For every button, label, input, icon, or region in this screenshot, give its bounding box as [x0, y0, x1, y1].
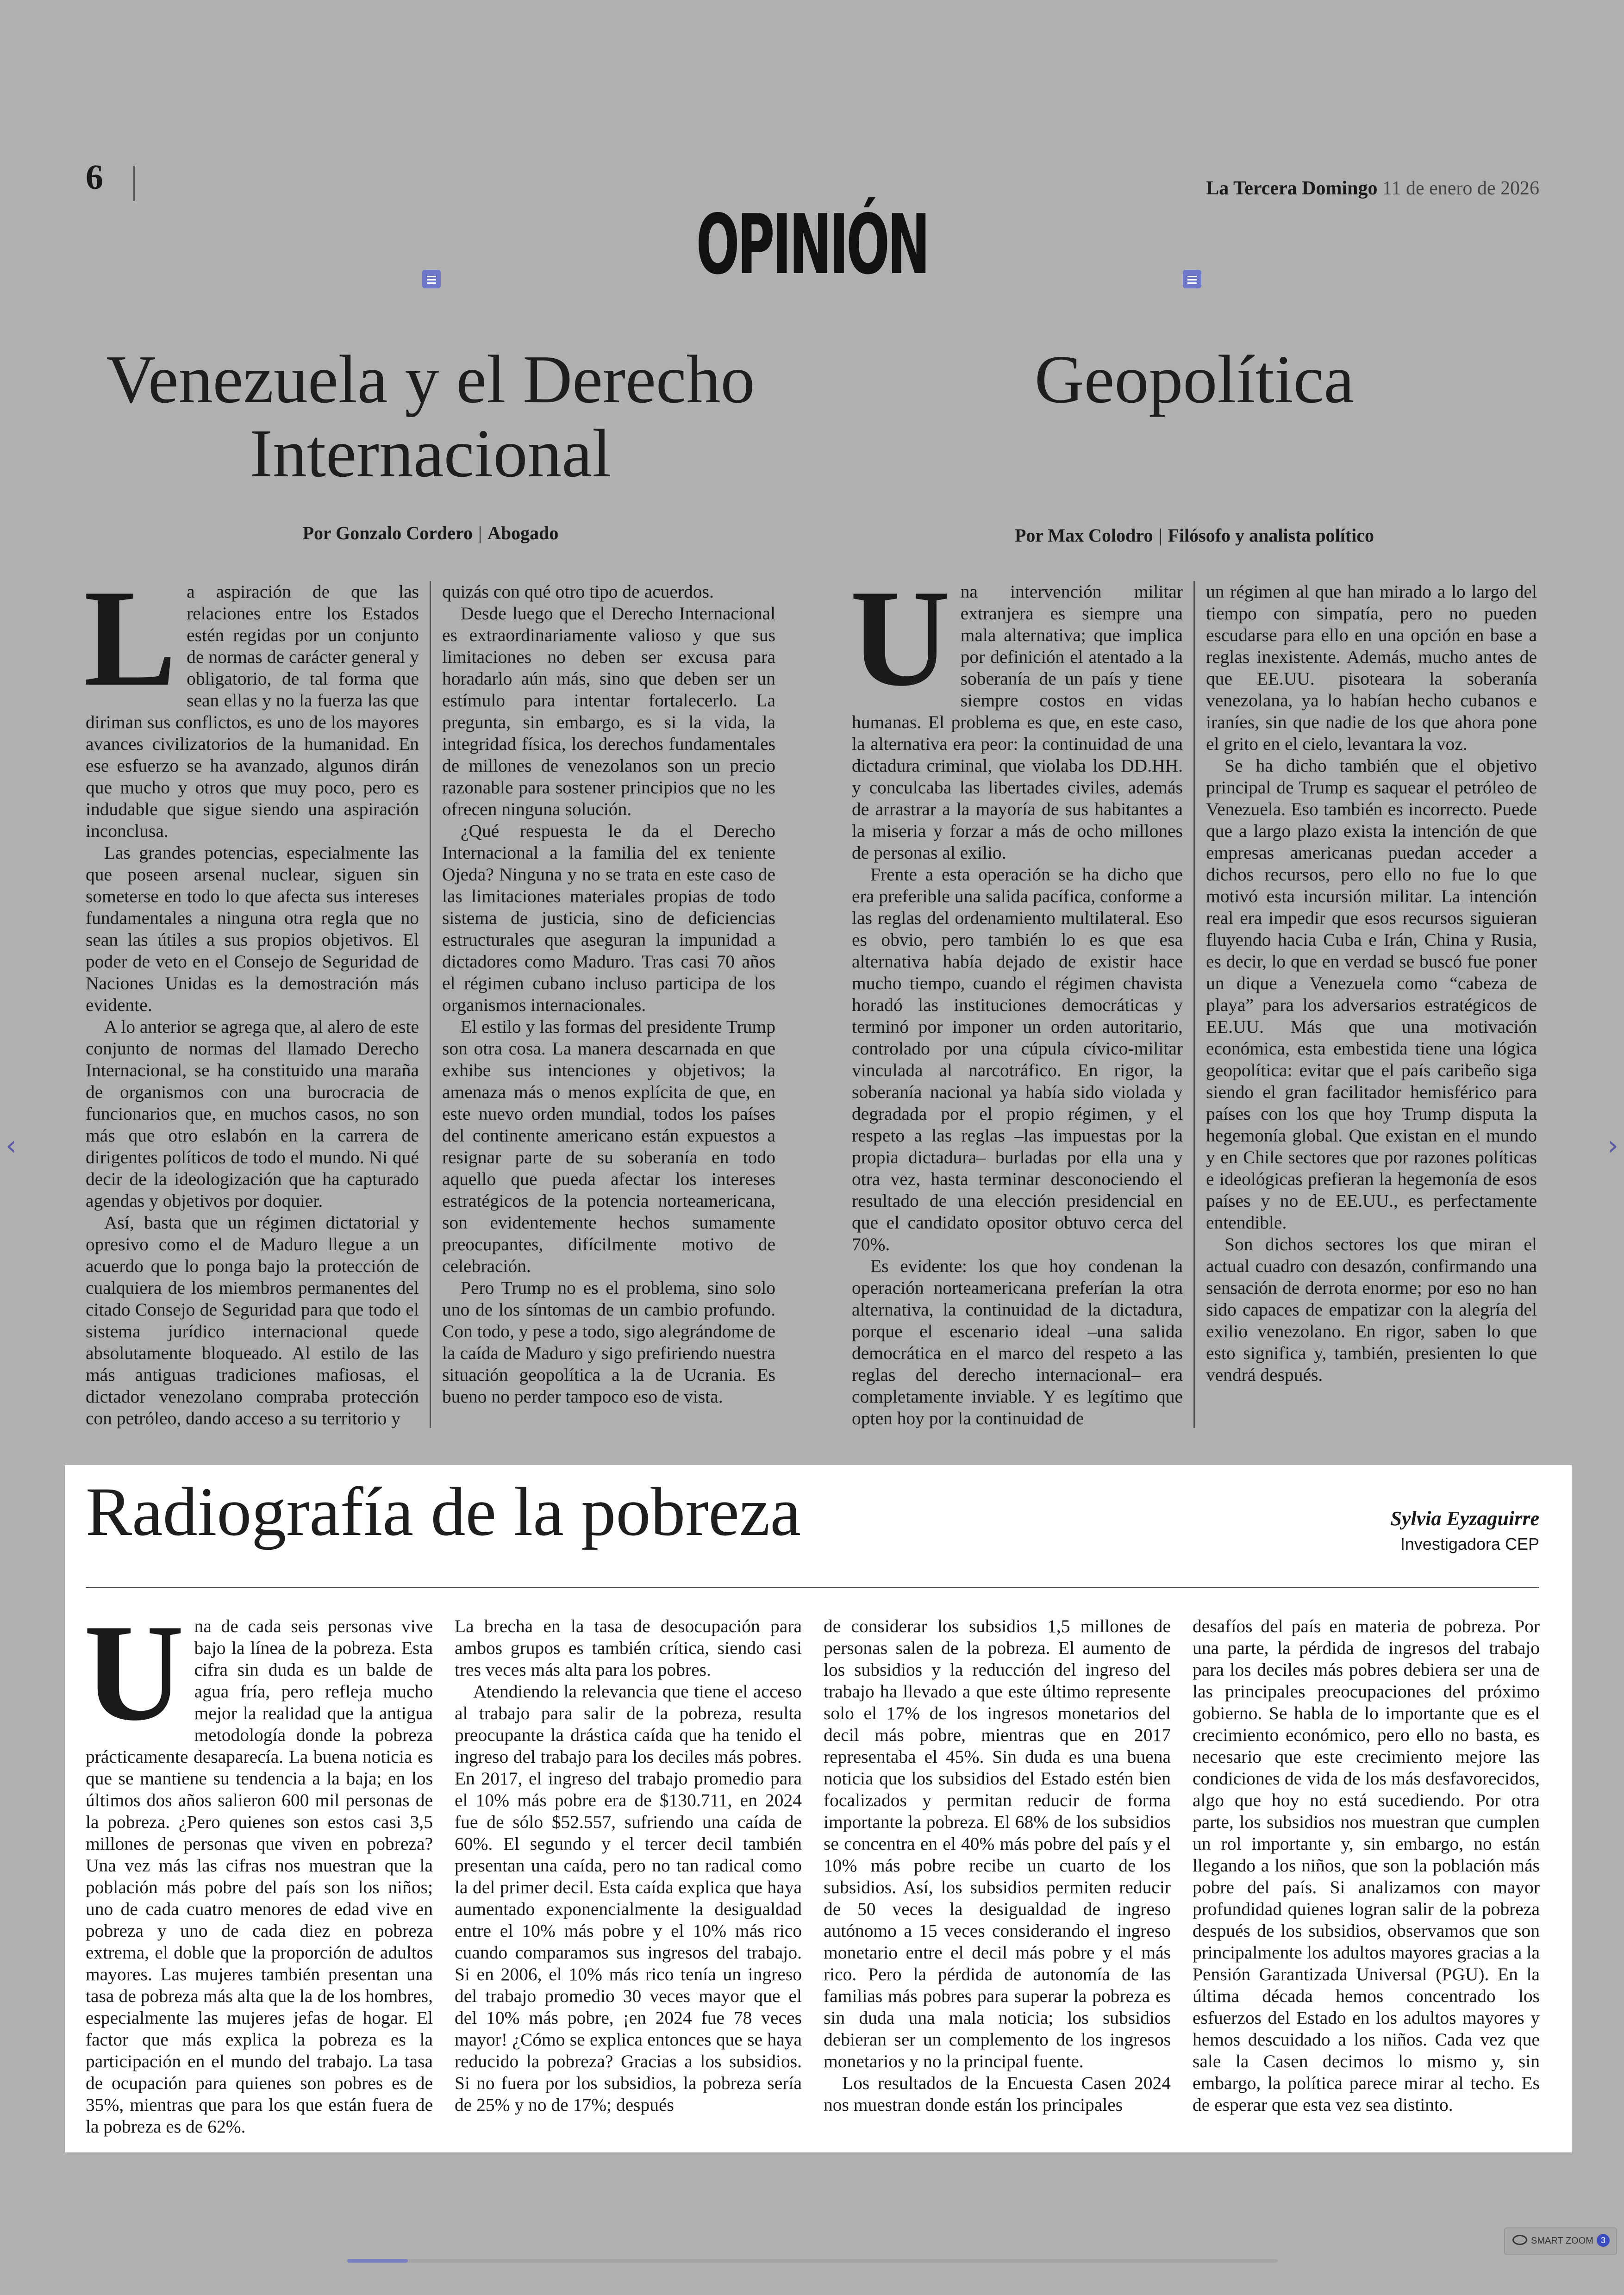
column-divider: [430, 581, 431, 1428]
note-annotation-icon[interactable]: [1183, 270, 1201, 288]
byline-role: Abogado: [487, 523, 559, 543]
masthead: [1206, 177, 1539, 200]
article-headline: Geopolítica: [1034, 342, 1355, 418]
byline-name: Por Max Colodro: [1014, 525, 1153, 546]
previous-page-icon[interactable]: ‹: [6, 1129, 17, 1162]
article-headline: Venezuela y el Derecho Internacional: [106, 342, 755, 492]
article-column: [84, 561, 419, 1429]
publication-date: 11 de enero de 2026: [1382, 178, 1539, 199]
article-headline: Radiografía de la pobreza: [86, 1473, 801, 1550]
article-column: [1206, 581, 1537, 1386]
article-column: [442, 581, 775, 1408]
article-column: [455, 1615, 802, 2116]
page-number: 6: [86, 158, 103, 197]
byline-role: Filósofo y analista político: [1168, 525, 1374, 546]
paragraph: Los resultados de la Encuesta Casen 2024 nos muestran donde están los principales: [824, 2073, 1171, 2115]
headline-rule: [86, 1587, 1539, 1588]
zoom-badge: 3: [1597, 2234, 1610, 2247]
byline-name: Por Gonzalo Cordero: [302, 523, 473, 543]
article-byline: Por Max Colodro | Filósofo y analista político: [1014, 525, 1374, 546]
paragraph: un régimen al que han mirado a lo largo del tiempo con simpatía, pero no pueden escudarse para ello en una opción en base a reglas inexistente. Además, mucho antes de que EE.UU. pisoteara la soberanía venezolana, ya lo habían hecho cubanos e iraníes, sin que nadie de los que ahora pone el grito en el cielo, levantara la voz.: [1206, 581, 1537, 754]
publication-name: La Tercera Domingo: [1206, 178, 1378, 199]
paragraph: na de cada seis personas vive bajo la línea de la pobreza. Esta cifra sin duda es un balde de agua fría, pero refleja mucho mejor la realidad que la antigua metodología donde la pobreza prácticamente desaparecía. La buena noticia es que se mantiene su tendencia a la baja; en los últimos dos años salieron 600 mil personas de la pobreza. ¿Pero quienes son estos casi 3,5 millones de personas que viven en pobreza? Una vez más las cifras nos muestran que la población más pobre del país son los niños; uno de cada cuatro menores de edad vive en pobreza y uno de cada diez en pobreza extrema, el doble que la proporción de adultos mayores. Las mujeres también presentan una tasa de pobreza más alta que la de los hombres, especialmente las mujeres jefas de hogar. El factor que más explica la pobreza es la participación en el mundo del trabajo. La tasa de ocupación para quienes son pobres es de 35%, mientras que para los que están fuera de la pobreza es de 62%.: [86, 1616, 433, 2137]
page-progress-bar[interactable]: [347, 2259, 1278, 2263]
drop-cap: U: [850, 561, 950, 715]
paragraph: La brecha en la tasa de desocupación para ambos grupos es también crítica, siendo casi tres veces más alta para los pobres.: [455, 1616, 802, 1680]
article-column: [824, 1615, 1171, 2116]
author-role: Investigadora CEP: [1400, 1534, 1539, 1553]
paragraph: Las grandes potencias, especialmente las que poseen arsenal nuclear, siguen sin someterse en todo lo que afecta sus intereses fundamentales a ninguna otra regla que no sean las útiles a sus propios objetivos. El poder de veto en el Consejo de Seguridad de Naciones Unidas es la demostración más evidente.: [86, 842, 419, 1015]
article-column: [850, 561, 1183, 1429]
article-column: [84, 1596, 433, 2138]
paragraph: Se ha dicho también que el objetivo principal de Trump es saquear el petróleo de Venezuela. Eso también es incorrecto. Puede que a largo plazo exista la intención de que empresas americanas puedan acceder a dichos recursos, pero ello no fue lo que motivó esta incursión militar. La intención real era impedir que esos recursos siguieran fluyendo hacia Cuba e Irán, China y Rusia, es decir, lo que en verdad se buscó fue poner un dique a Venezuela como “cabeza de playa” para los adversarios estratégicos de EE.UU. Más que una motivación económica, esta embestida tiene una lógica geopolítica: evitar que el país caribeño siga siendo el gran facilitador hemisférico para países con los que hoy Trump disputa la hegemonía global. Que existan en el mundo y en Chile sectores que por razones políticas e ideológicas prefieran la hegemonía de esos países y no de EE.UU., es perfectamente entendible.: [1206, 755, 1537, 1233]
page-number-divider: [133, 166, 135, 201]
paragraph: Son dichos sectores los que miran el actual cuadro con desazón, confirmando una sensación de derrota enorme; por eso no han sido capaces de empatizar con la alegría del exilio venezolano. En rigor, saben lo que esto significa y, también, presienten lo que vendrá después.: [1206, 1234, 1537, 1385]
paragraph: Frente a esta operación se ha dicho que era preferible una salida pacífica, conforme a las reglas del ordenamiento multilateral. Eso es obvio, pero también lo es que esa alternativa había dejado de existir hace mucho tiempo, cuando el régimen chavista horadó las instituciones democráticas y terminó por imponer un orden autoritario, controlado por una cúpula cívico-militar vinculada al narcotráfico. En rigor, la soberanía nacional ya había sido violada y degradada por el propio régimen, y el respeto a las reglas –las impuestas por la propia dictadura– burladas por ella una y otra vez, hasta terminar desconociendo el resultado de una elección presidencial en que el candidato opositor obtuvo cerca del 70%.: [852, 864, 1183, 1254]
page-progress-fill: [347, 2259, 408, 2263]
paragraph: A lo anterior se agrega que, al alero de este conjunto de normas del llamado Derecho Internacional, se ha constituido una maraña de organismos con una burocracia de funcionarios que, en muchos casos, no son más que otro eslabón en la carrera de dirigentes políticos de todo el mundo. Ni qué decir de la ideologización que ha capturado agendas y objetivos por doquier.: [86, 1017, 419, 1211]
smart-zoom-button[interactable]: [1504, 2227, 1617, 2255]
drop-cap: L: [84, 561, 177, 715]
note-annotation-icon[interactable]: [422, 270, 441, 288]
paragraph: ¿Qué respuesta le da el Derecho Internacional a la familia del ex teniente Ojeda? Ninguna y no se trata en este caso de las limitaciones materiales propias de todo sistema de justicia, sino de deficiencias estructurales que aseguran la impunidad a dictadores como Maduro. Tras casi 70 años el régimen cubano incluso participa de los organismos internacionales.: [442, 821, 775, 1015]
paragraph: El estilo y las formas del presidente Trump son otra cosa. La manera descarnada en que exhibe sus intenciones y objetivos; la amenaza más o menos explícita de que, en este nuevo orden mundial, todos los países del continente americano están expuestos a resignar parte de su soberanía en todo aquello que pueda afectar los intereses estratégicos de la potencia norteamericana, son evidentemente hechos sumamente preocupantes, difícilmente motivo de celebración.: [442, 1017, 775, 1276]
paragraph: Es evidente: los que hoy condenan la operación norteamericana preferían la otra alternativa, la continuidad de la dictadura, porque el escenario ideal –una salida democrática en el marco del respeto a las reglas del derecho internacional– era completamente inviable. Y es legítimo que opten hoy por la continuidad de: [852, 1256, 1183, 1428]
author-name: Sylvia Eyzaguirre: [1390, 1507, 1539, 1530]
paragraph: Pero Trump no es el problema, sino solo uno de los síntomas de un cambio profundo. Con todo, y pese a todo, sigo alegrándome de la caída de Maduro y sigo prefiriendo nuestra situación geopolítica a la de Ucrania. Es bueno no perder tampoco eso de vista.: [442, 1278, 775, 1407]
eye-icon: [1512, 2235, 1527, 2245]
column-divider: [1193, 581, 1195, 1428]
next-page-icon[interactable]: ›: [1607, 1129, 1618, 1162]
paragraph: Desde luego que el Derecho Internacional es extraordinariamente valioso y que sus limitaciones no deben ser excusa para horadarlo aún más, sino que deben ser un estímulo para intentar fortalecerlo. La pregunta, sin embargo, es si la vida, la integridad física, los derechos fundamentales de millones de venezolanos son un precio razonable para sostener principios que no les ofrecen ninguna solución.: [442, 603, 775, 819]
paragraph: desafíos del país en materia de pobreza. Por una parte, la pérdida de ingresos del trabajo para los deciles más pobres debiera ser una de las principales preocupaciones del próximo gobierno. Se habla de lo importante que es el crecimiento económico, pero ello no basta, es necesario que este crecimiento mejore las condiciones de vida de los más desfavorecidos, algo que hoy no está sucediendo. Por otra parte, los subsidios nos muestran que cumplen un rol importante y, sin embargo, no están llegando a los niños, que son la población más pobre del país. Si analizamos con mayor profundidad quienes logran salir de la pobreza después de los subsidios, observamos que son principalmente los adultos mayores gracias a la Pensión Garantizada Universal (PGU). En la última década hemos concentrado los esfuerzos del Estado en los adultos mayores y hemos descuidado a los niños. Cada vez que sale la Casen decimos lo mismo y, sin embargo, la política parece mirar al techo. Es de esperar que esta vez sea distinto.: [1193, 1616, 1540, 2115]
drop-cap: U: [84, 1596, 184, 1749]
paragraph: de considerar los subsidios 1,5 millones de personas salen de la pobreza. El aumento de los subsidios y la reducción del ingreso del trabajo ha llevado a que este último represente solo el 17% de los ingresos monetarios del decil más pobre, mientras que en 2017 representaba el 45%. Sin duda es una buena noticia que los subsidios del Estado estén bien focalizados y permitan reducir de forma importante la pobreza. El 68% de los subsidios se concentra en el 40% más pobre del país y el 10% más pobre recibe un cuarto de los subsidios. Así, los subsidios permiten reducir de 50 veces la desigualdad de ingreso autónomo a 15 veces considerando el ingreso monetario entre el decil más pobre y el más rico. Pero la pérdida de autonomía de las familias más pobres para superar la pobreza es sin duda una mala noticia; los subsidios debieran ser un complemento de los ingresos monetarios y no la principal fuente.: [824, 1616, 1171, 2071]
paragraph: Así, basta que un régimen dictatorial y opresivo como el de Maduro llegue a un acuerdo que lo ponga bajo la protección de cualquiera de los miembros permanentes del citado Consejo de Seguridad para que todo el sistema jurídico internacional quede absolutamente bloqueado. Al estilo de las más antiguas tradiciones mafiosas, el dictador venezolano compraba protección con petróleo, dando acceso a su territorio y: [86, 1212, 419, 1428]
paragraph: a aspiración de que las relaciones entre los Estados estén regidas por un conjunto de normas de carácter general y obligatorio, de tal forma que sean ellas y no la fuerza las que diriman sus conflictos, es uno de los mayores avances civilizatorios de la humanidad. En ese esfuerzo se ha avanzado, algunos dirán que mucho y otros que muy poco, pero es indudable que sigue siendo una aspiración inconclusa.: [86, 581, 419, 841]
section-title: OPINIÓN: [696, 197, 928, 293]
paragraph: na intervención militar extranjera es siempre una mala alternativa; que implica por definición el atentado a la soberanía de un país y tiene siempre costos en vidas humanas. El problema es que, en este caso, la alternativa era peor: la continuidad de una dictadura criminal, que violaba los DD.HH. y conculcaba las libertades civiles, además de arrastrar a la mayoría de sus habitantes a la miseria y forzar a más de ocho millones de personas al exilio.: [852, 581, 1183, 863]
smart-zoom-label: SMART ZOOM: [1531, 2236, 1593, 2246]
paragraph: quizás con qué otro tipo de acuerdos.: [442, 581, 714, 602]
paragraph: Atendiendo la relevancia que tiene el acceso al trabajo para salir de la pobreza, resulta preocupante la drástica caída que ha tenido el ingreso del trabajo para los deciles más pobres. En 2017, el ingreso del trabajo promedio para el 10% más pobre era de $130.711, en 2024 fue de sólo $52.557, sufriendo una caída de 60%. El segundo y el tercer decil también presentan una caída, pero no tan radical como la del primer decil. Esta caída explica que haya aumentado exponencialmente la desigualdad entre el 10% más pobre y el 10% más rico cuando comparamos sus ingresos del trabajo. Si en 2006, el 10% más rico tenía un ingreso del trabajo promedio 30 veces mayor que el del 10% más pobre, ¡en 2024 fue 78 veces mayor! ¿Cómo se explica entonces que se haya reducido la pobreza? Gracias a los subsidios. Si no fuera por los subsidios, la pobreza sería de 25% y no de 17%; después: [455, 1681, 802, 2115]
article-byline: Por Gonzalo Cordero | Abogado: [302, 523, 559, 543]
article-column: [1193, 1615, 1540, 2116]
